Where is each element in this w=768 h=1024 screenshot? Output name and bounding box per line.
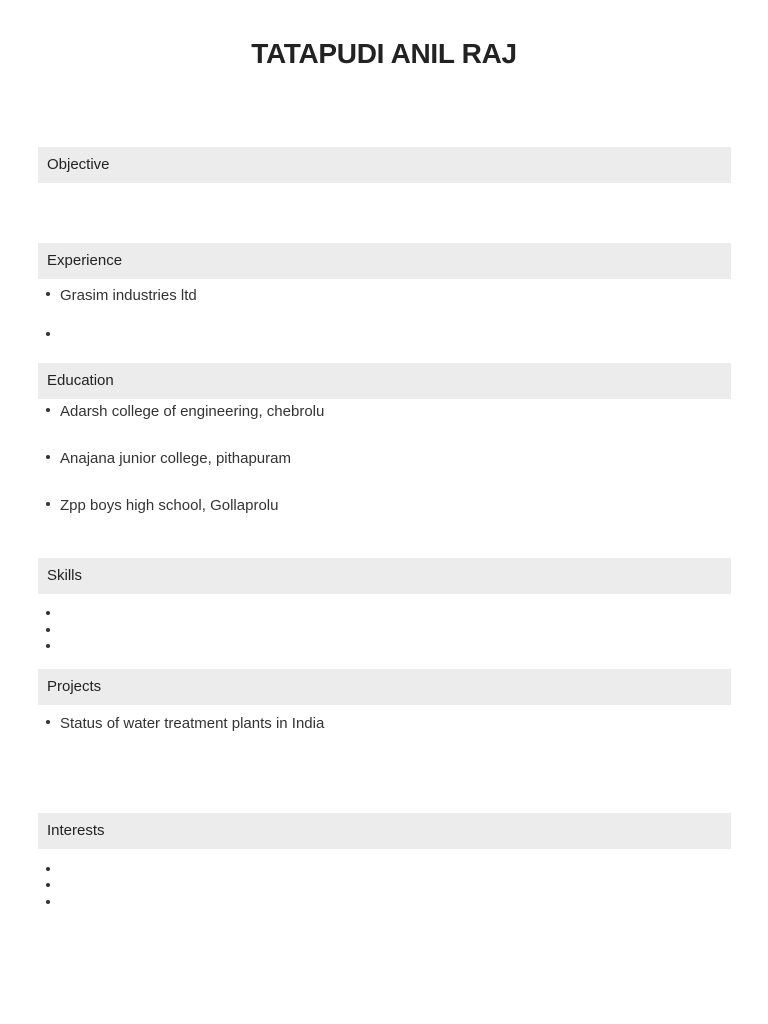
bullet-icon bbox=[46, 628, 50, 632]
skills-item bbox=[46, 638, 60, 658]
experience-item bbox=[46, 326, 60, 346]
bullet-icon bbox=[46, 883, 50, 887]
interests-item bbox=[46, 894, 60, 914]
bullet-icon bbox=[46, 502, 50, 506]
section-header-objective: Objective bbox=[38, 147, 731, 183]
projects-item bbox=[46, 714, 324, 734]
experience-item-text: Grasim industries ltd bbox=[60, 287, 197, 304]
section-header-interests: Interests bbox=[38, 813, 731, 849]
section-header-projects: Projects bbox=[38, 669, 731, 705]
education-item-text: Adarsh college of engineering, chebrolu bbox=[60, 403, 325, 420]
candidate-name: TATAPUDI ANIL RAJ bbox=[251, 38, 517, 69]
education-item bbox=[46, 496, 278, 516]
bullet-icon bbox=[46, 644, 50, 648]
projects-item-text: Status of water treatment plants in India bbox=[60, 715, 325, 732]
bullet-icon bbox=[46, 292, 50, 296]
bullet-icon bbox=[46, 900, 50, 904]
education-item bbox=[46, 402, 324, 422]
section-header-education: Education bbox=[38, 363, 731, 399]
bullet-icon bbox=[46, 867, 50, 871]
experience-item bbox=[46, 286, 197, 306]
section-header-skills: Skills bbox=[38, 558, 731, 594]
bullet-icon bbox=[46, 332, 50, 336]
education-item-text: Anajana junior college, pithapuram bbox=[60, 450, 291, 467]
education-item-text: Zpp boys high school, Gollaprolu bbox=[60, 497, 279, 514]
education-item bbox=[46, 449, 291, 469]
bullet-icon bbox=[46, 720, 50, 724]
section-header-experience: Experience bbox=[38, 243, 731, 279]
bullet-icon bbox=[46, 408, 50, 412]
bullet-icon bbox=[46, 611, 50, 615]
bullet-icon bbox=[46, 455, 50, 459]
